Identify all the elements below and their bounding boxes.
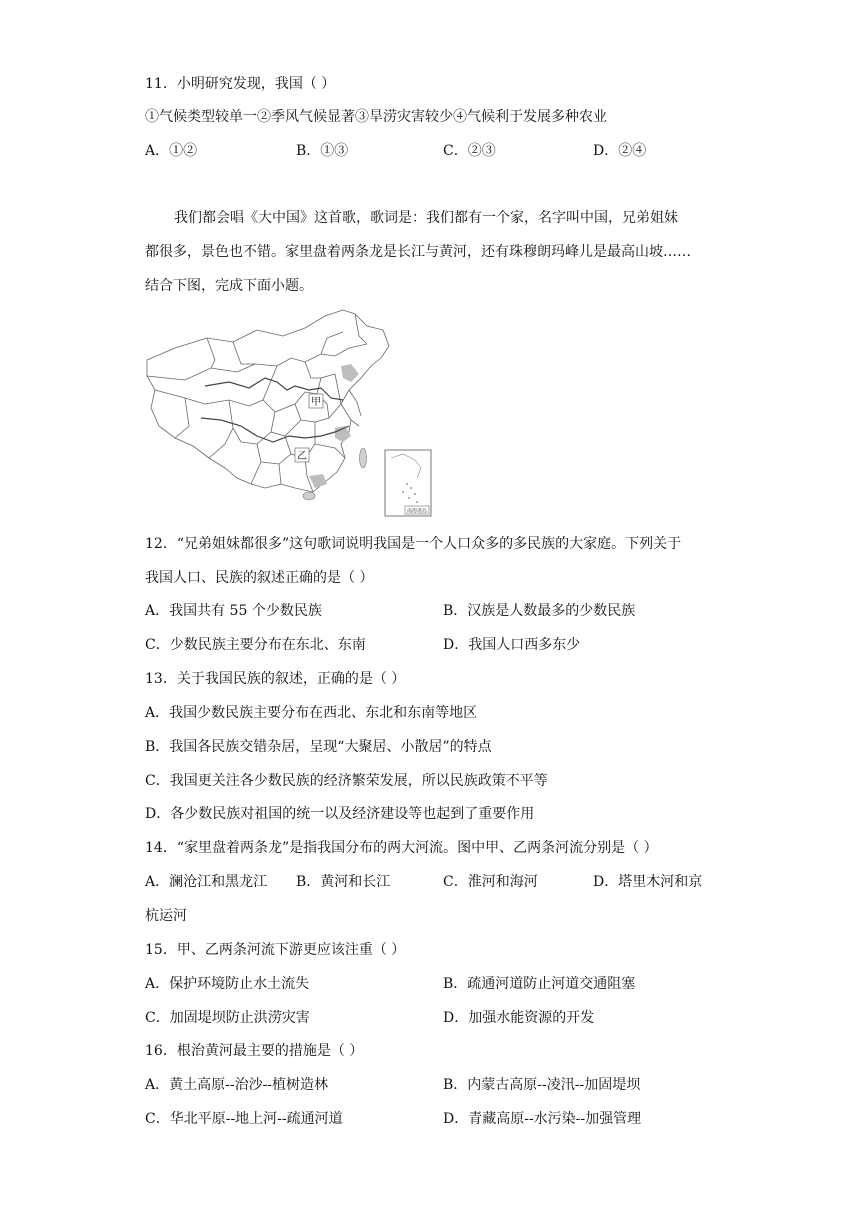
q15-option-b: B．疏通河道防止河道交通阻塞 <box>443 976 636 992</box>
q11-option-a: A．①② <box>145 143 198 159</box>
q14-option-b: B．黄河和长江 <box>296 874 391 890</box>
q15-option-d: D．加强水能资源的开发 <box>443 1010 595 1026</box>
q16-option-c: C．华北平原--地上河--疏通河道 <box>145 1111 343 1127</box>
q11-option-b: B．①③ <box>296 143 349 159</box>
q15-option-a: A．保护环境防止水土流失 <box>145 976 310 992</box>
hainan-island <box>303 492 315 500</box>
q12-option-c: C．少数民族主要分布在东北、东南 <box>145 637 366 653</box>
passage-line-3: 结合下图，完成下面小题。 <box>145 278 313 294</box>
q12-option-d: D．我国人口西多东少 <box>443 637 581 653</box>
shaded-regions <box>309 364 359 488</box>
china-outline <box>147 310 389 492</box>
q13-option-c: C．我国更关注各少数民族的经济繁荣发展，所以民族政策不平等 <box>145 773 548 789</box>
q14-option-d: D．塔里木河和京 <box>593 874 703 890</box>
q16-option-a: A．黄土高原--治沙--植树造林 <box>145 1077 329 1093</box>
q13-option-d: D．各少数民族对祖国的统一以及经济建设等也起到了重要作用 <box>145 806 535 822</box>
taiwan-island <box>360 448 367 468</box>
question-12-stem-line-1: 12．“兄弟姐妹都很多”这句歌词说明我国是一个人口众多的多民族的大家庭。下列关于 <box>145 536 682 552</box>
china-map-figure <box>145 308 435 518</box>
question-11-stem: 11．小明研究发现，我国（ ） <box>145 76 336 92</box>
q11-option-c: C．②③ <box>443 143 496 159</box>
q14-option-d-wrap: 杭运河 <box>145 908 187 924</box>
question-11-statements: ①气候类型较单一②季风气候显著③旱涝灾害较少④气候利于发展多种农业 <box>145 109 607 125</box>
question-16-stem: 16．根治黄河最主要的措施是（ ） <box>145 1043 364 1059</box>
q12-option-b: B．汉族是人数最多的少数民族 <box>443 603 636 619</box>
question-15-stem: 15．甲、乙两条河流下游更应该注重（ ） <box>145 942 406 958</box>
q16-option-b: B．内蒙古高原--凌汛--加固堤坝 <box>443 1077 641 1093</box>
south-china-sea-inset <box>385 450 431 516</box>
question-12-stem-line-2: 我国人口、民族的叙述正确的是（ ） <box>145 570 374 586</box>
q12-option-a: A．我国共有 55 个少数民族 <box>145 603 322 619</box>
river-label-jia: 甲 <box>311 397 321 408</box>
q14-option-c: C．淮河和海河 <box>443 874 538 890</box>
q16-option-d: D．青藏高原--水污染--加强管理 <box>443 1111 642 1127</box>
question-13-stem: 13．关于我国民族的叙述，正确的是（ ） <box>145 671 406 687</box>
q14-option-a: A．澜沧江和黑龙江 <box>145 874 268 890</box>
passage-line-2: 都很多，景色也不错。家里盘着两条龙是长江与黄河，还有珠穆朗玛峰儿是最高山坡…… <box>145 244 691 260</box>
rivers <box>201 378 349 442</box>
passage-line-1: 我们都会唱《大中国》这首歌，歌词是：我们都有一个家，名字叫中国，兄弟姐妹 <box>174 210 678 226</box>
inset-caption: 南海诸岛 <box>406 508 428 515</box>
q15-option-c: C．加固堤坝防止洪涝灾害 <box>145 1010 310 1026</box>
question-14-stem: 14．“家里盘着两条龙”是指我国分布的两大河流。图中甲、乙两条河流分别是（ ） <box>145 840 658 856</box>
river-label-yi: 乙 <box>297 451 307 462</box>
q13-option-a: A．我国少数民族主要分布在西北、东北和东南等地区 <box>145 705 478 721</box>
q11-option-d: D．②④ <box>593 143 647 159</box>
q13-option-b: B．我国各民族交错杂居，呈现“大聚居、小散居”的特点 <box>145 739 492 755</box>
